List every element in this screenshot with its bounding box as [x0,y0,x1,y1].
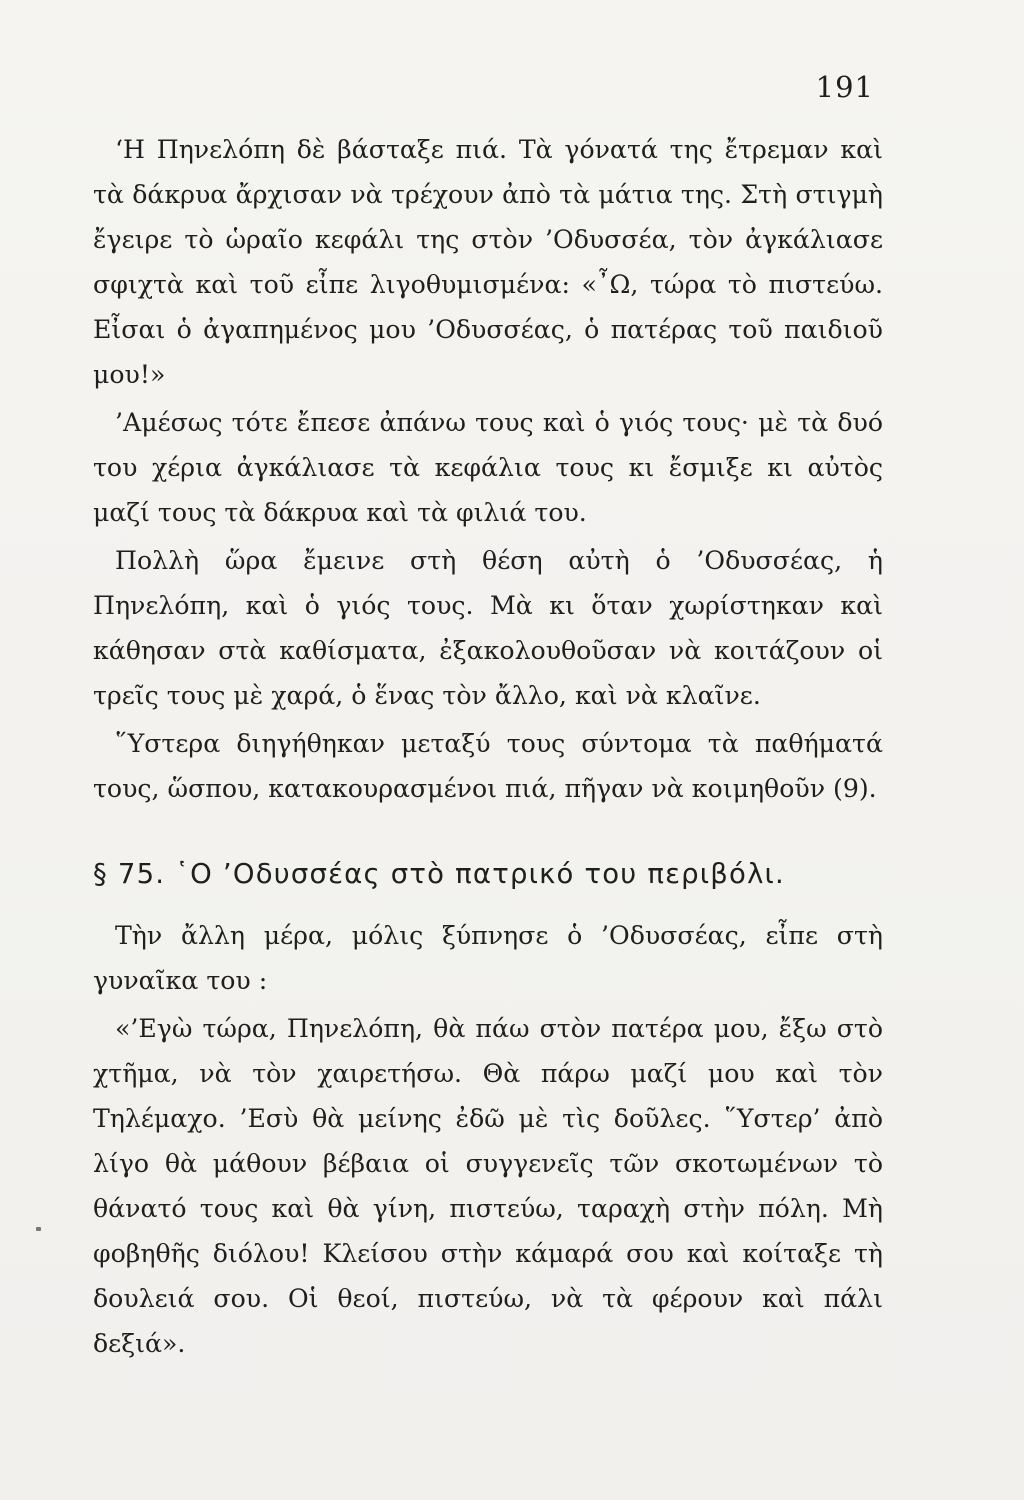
paragraph-5: Τὴν ἄλλη μέρα, μόλις ξύπνησε ὁ ’Οδυσσέας, εἶπε στὴ γυναῖκα του : [93,921,883,995]
page-number: 191 [815,70,874,104]
paragraph-6: «’Εγὼ τώρα, Πηνελόπη, θὰ πάω στὸν πατέρα μου, ἔξω στὸ χτῆμα, νὰ τὸν χαιρετήσω. Θὰ πάρω μαζί μου καὶ τὸν Τηλέμαχο. ’Εσὺ θὰ μείνης ἐδῶ μὲ τὶς δοῦλες. ῞Υστερ’ ἀπὸ λίγο θὰ μάθουν βέβαια οἱ συγγενεῖς τῶν σκοτωμένων τὸ θάνατό τους καὶ θὰ γίνη, πιστεύω, ταραχὴ στὴν πόλη. Μὴ φοβηθῆς διόλου! Κλείσου στὴν κάμαρά σου καὶ κοίταξε τὴ δουλειά σου. Οἱ θεοί, πιστεύω, νὰ τὰ φέρουν καὶ πάλι δεξιά». [93,1014,883,1358]
margin-mark [36,1227,41,1231]
section-heading: § 75. ῾Ο ’Οδυσσέας στὸ πατρικό του περιβόλι. [93,858,786,890]
paragraph-3: Πολλὴ ὥρα ἔμεινε στὴ θέση αὐτὴ ὁ ’Οδυσσέας, ἡ Πηνελόπη, καὶ ὁ γιός τους. Μὰ κι ὅταν χωρίστηκαν καὶ κάθησαν στὰ καθίσματα, ἐξακολουθοῦσαν νὰ κοιτάζουν οἱ τρεῖς τους μὲ χαρά, ὁ ἕνας τὸν ἄλλο, καὶ νὰ κλαῖνε. [93,546,883,710]
paragraph-1: ‘Η Πηνελόπη δὲ βάσταξε πιά. Τὰ γόνατά της ἔτρεμαν καὶ τὰ δάκρυα ἄρχισαν νὰ τρέχουν ἀπὸ τὰ μάτια της. Στὴ στιγμὴ ἔγειρε τὸ ὡραῖο κεφάλι της στὸν ’Οδυσσέα, τὸν ἀγκάλιασε σφιχτὰ καὶ τοῦ εἶπε λιγοθυμισμένα: «῏Ω, τώρα τὸ πιστεύω. Εἶσαι ὁ ἀγαπημένος μου ’Οδυσσέας, ὁ πατέρας τοῦ παιδιοῦ μου!» [93,135,883,389]
paragraph-2: ’Αμέσως τότε ἔπεσε ἀπάνω τους καὶ ὁ γιός τους· μὲ τὰ δυό του χέρια ἀγκάλιασε τὰ κεφάλια τους κι ἔσμιξε κι αὐτὸς μαζί τους τὰ δάκρυα καὶ τὰ φιλιά του. [93,408,883,527]
page-body [93,127,883,1369]
paragraph-4: ῞Υστερα διηγήθηκαν μεταξύ τους σύντομα τὰ παθήματά τους, ὥσπου, κατακουρασμένοι πιά, πῆγαν νὰ κοιμηθοῦν (9). [93,729,883,803]
